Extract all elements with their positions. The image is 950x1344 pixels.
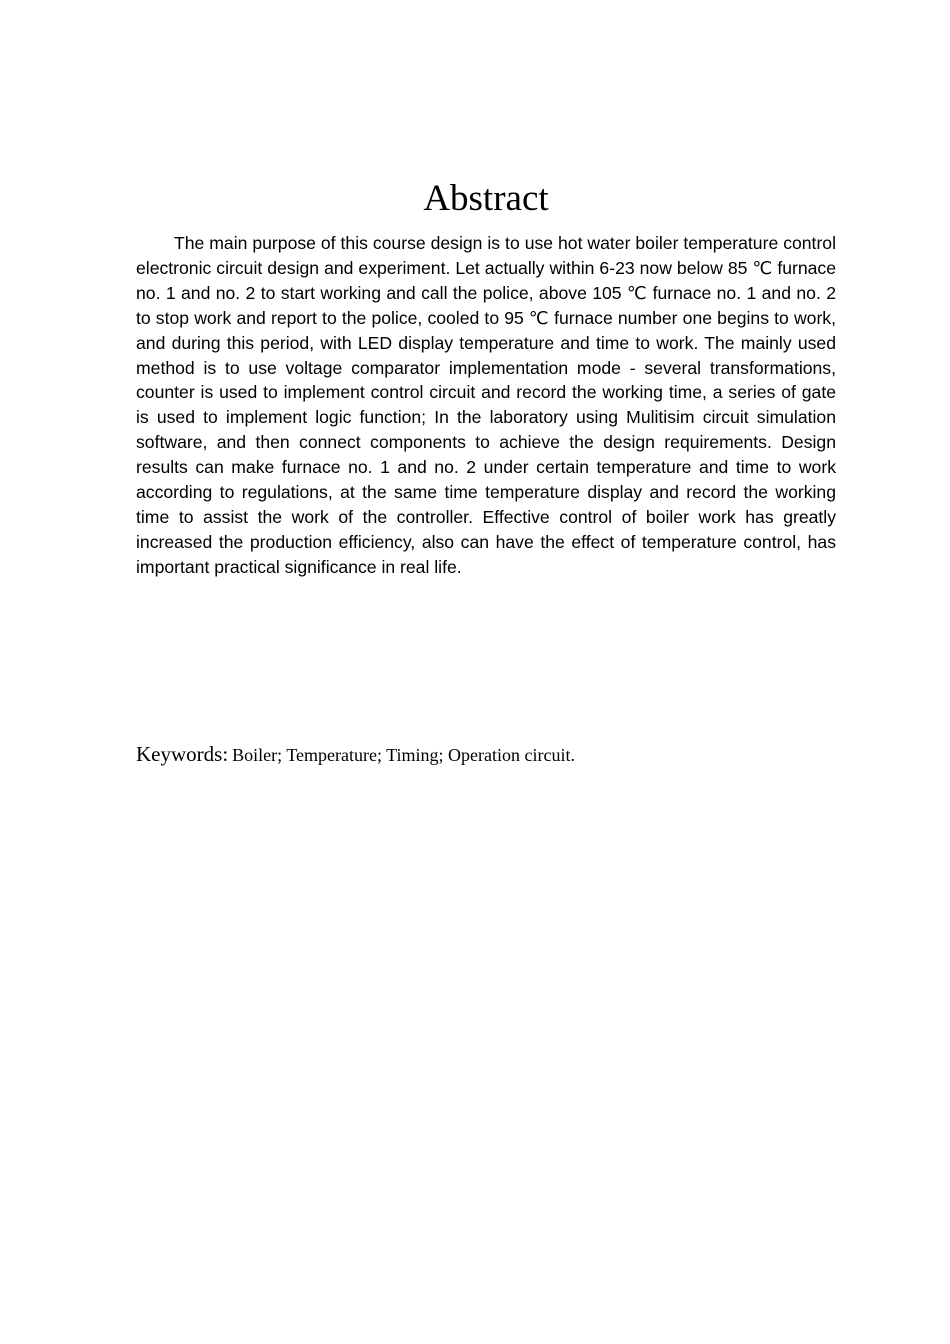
keywords-label: Keywords: <box>136 742 229 766</box>
abstract-paragraph: The main purpose of this course design is to use hot water boiler temperature control electronic circuit design and experiment. Let actually within 6-23 now below 85 ℃ furnace no. 1 and no. 2 to start working and call the police, above 105 ℃ furnace no. 1 and no. 2 to stop work and report to the police, cooled to 95 ℃ furnace number one begins to work, and during this period, with LED display temperature and time to work. The mainly used method is to use voltage comparator implementation mode - several transformations, counter is used to implement control circuit and record the working time, a series of gate is used to implement logic function; In the laboratory using Mulitisim circuit simulation software, and then connect components to achieve the design requirements. Design results can make furnace no. 1 and no. 2 under certain temperature and time to work according to regulations, at the same time temperature display and record the working time to assist the work of the controller. Effective control of boiler work has greatly increased the production efficiency, also can have the effect of temperature control, has important practical significance in real life. <box>136 233 836 577</box>
keywords-text: Boiler; Temperature; Timing; Operation circuit. <box>232 745 575 765</box>
keywords-line <box>136 740 836 771</box>
abstract-title: Abstract <box>423 178 549 219</box>
